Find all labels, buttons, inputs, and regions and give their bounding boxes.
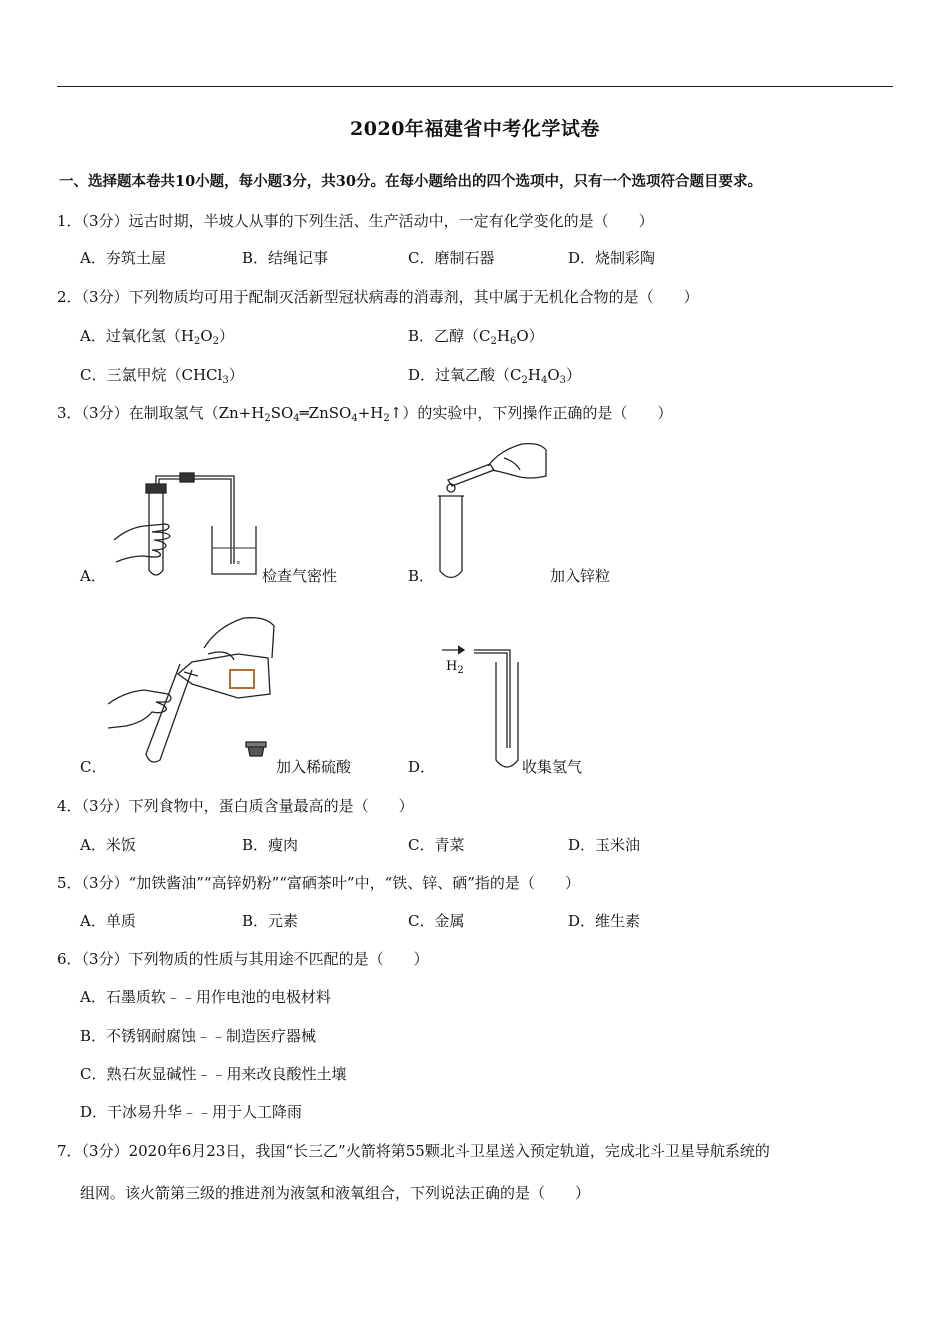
q6-stem: 6．（3分）下列物质的性质与其用途不匹配的是（ ） [57, 950, 429, 968]
q7-stem-line1: 7．（3分）2020年6月23日，我国“长三乙”火箭将第55颗北斗卫星送入预定轨道，完成北斗卫星导航系统的 [57, 1142, 770, 1160]
q3-option-b-letter: B． [408, 567, 435, 585]
q5-stem: 5．（3分）“加铁酱油”“高锌奶粉”“富硒茶叶”中，“铁、锌、硒”指的是（ ） [57, 874, 580, 892]
q1-option-d: D．烧制彩陶 [568, 249, 656, 267]
q3-option-d-letter: D． [408, 758, 436, 776]
q5-option-c: C．金属 [408, 912, 465, 930]
q2-option-c: C．三氯甲烷（CHCl$_3$） [80, 366, 244, 386]
q5-option-d: D．维生素 [568, 912, 641, 930]
q6-option-c: C．熟石灰显碱性﹣﹣用来改良酸性土壤 [80, 1065, 347, 1083]
q2-option-d: D．过氧乙酸$(C_2H_4O_3)$ [408, 366, 582, 386]
header-rule [57, 86, 893, 87]
q4-option-b: B．瘦肉 [242, 836, 299, 854]
page-title: 2020年福建省中考化学试卷 [350, 118, 600, 140]
svg-text:°: ° [236, 561, 241, 571]
q5-option-b: B．元素 [242, 912, 299, 930]
q3-option-c-caption: 加入稀硫酸 [276, 758, 352, 776]
q1-option-c: C．磨制石器 [408, 249, 495, 267]
q6-option-d: D．干冰易升华﹣﹣用于人工降雨 [80, 1103, 303, 1121]
q4-option-c: C．青菜 [408, 836, 465, 854]
q2-option-b: B．乙醇$(C_2H_6O)$ [408, 327, 544, 347]
q2-stem: 2．（3分）下列物质均可用于配制灭活新型冠状病毒的消毒剂，其中属于无机化合物的是（ ） [57, 288, 699, 306]
q4-option-d: D．玉米油 [568, 836, 641, 854]
q4-stem: 4．（3分）下列食物中，蛋白质含量最高的是（ ） [57, 797, 414, 815]
q2-option-a: A．过氧化氢$(H_2O_2)$ [80, 327, 234, 347]
q6-option-b: B．不锈钢耐腐蚀﹣﹣制造医疗器械 [80, 1027, 317, 1045]
q6-option-a: A．石墨质软﹣﹣用作电池的电极材料 [80, 988, 331, 1006]
q4-option-a: A．米饭 [80, 836, 136, 854]
q3-option-a-caption: 检查气密性 [262, 567, 338, 585]
q3-stem: 3．（3分）在制取氢气$(Zn+H_2SO_4═ZnSO_4+H_2↑)$的实验中，下列操作正确的是（ ） [57, 404, 673, 424]
q1-option-a: A．夯筑土屋 [80, 249, 166, 267]
q1-option-b: B．结绳记事 [242, 249, 329, 267]
q3-option-d-caption: 收集氢气 [522, 758, 583, 776]
h2-gas-label: $H_2$ [446, 659, 464, 676]
q5-option-a: A．单质 [80, 912, 136, 930]
q1-stem: 1．（3分）远古时期，半坡人从事的下列生活、生产活动中，一定有化学变化的是（ ） [57, 212, 654, 230]
figure-adding-zinc [430, 436, 550, 581]
q3-option-b-caption: 加入锌粒 [550, 567, 611, 585]
q3-option-c-letter: C． [80, 758, 107, 776]
q3-option-a-letter: A． [80, 567, 106, 585]
figure-airtightness-check [108, 470, 258, 582]
section-heading: 一、选择题本卷共10小题，每小题3分，共30分。在每小题给出的四个选项中，只有一个选项符合题目要求。 [59, 173, 762, 190]
q7-stem-line2: 组网。该火箭第三级的推进剂为液氢和液氧组合，下列说法正确的是（ ） [80, 1184, 591, 1202]
figure-adding-acid [108, 614, 278, 774]
